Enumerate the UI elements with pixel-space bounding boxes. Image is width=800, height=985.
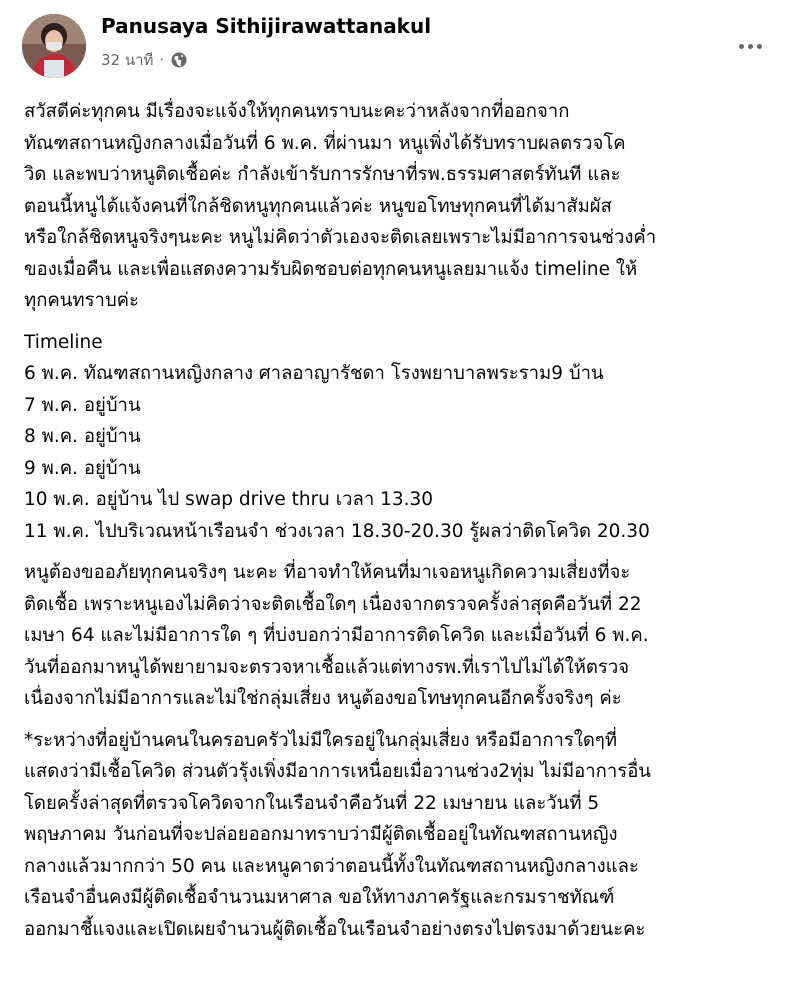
post-text-line: หนูต้องขออภัยทุกคนจริงๆ นะคะ ที่อาจทำให้คนที่มาเจอหนูเกิดความเสี่ยงที่จะ [24,562,631,583]
post-text-line: แสดงว่ามีเชื้อโควิด ส่วนตัวรุ้งเพิ่งมีอาการเหนื่อยเมื่อวานช่วง2ทุ่ม ไม่มีอาการอื่น [24,761,651,782]
post-text-line: เมษา 64 และไม่มีอาการใด ๆ ที่บ่งบอกว่ามีอาการติดโควิด และเมื่อวันที่ 6 พ.ค. [24,625,649,646]
post-paragraph [24,557,784,715]
post-paragraph [24,96,784,317]
post-text-line: 11 พ.ค. ไปบริเวณหน้าเรือนจำ ช่วงเวลา 18.30-20.30 รู้ผลว่าติดโควิด 20.30 [24,520,650,542]
post-text-line: วิด และพบว่าหนูติดเชื้อค่ะ กำลังเข้ารับการรักษาที่รพ.ธรรมศาสตร์ทันที และ [24,164,621,185]
post-text-line: พฤษภาคม วันก่อนที่จะปล่อยออกมาทราบว่ามีผู้ติดเชื้ออยู่ในทัณฑสถานหญิง [24,824,618,845]
post-text-line: 9 พ.ค. อยู่บ้าน [24,457,141,479]
post-text-line: ทุกคนทราบค่ะ [24,290,139,311]
post-text-line: ตอนนี้หนูได้แจ้งคนที่ใกล้ชิดหนูทุกคนแล้วค่ะ หนูขอโทษทุกคนที่ได้มาสัมผัส [24,195,612,217]
post-text-line: Timeline [24,331,103,353]
post-text-line: วันที่ออกมาหนูได้พยายามจะตรวจหาเชื้อแล้วแต่ทางรพ.ที่เราไปไม่ได้ให้ตรวจ [24,656,630,678]
post-text-line: หรือใกล้ชิดหนูจริงๆนะคะ หนูไม่คิดว่าตัวเองจะติดเลยเพราะไม่มีอาการจนช่วงค่ำ [24,227,657,248]
meta-separator: · [159,51,165,69]
post-text-line: 7 พ.ค. อยู่บ้าน [24,394,141,416]
post-text-line: ติดเชื้อ เพราะหนูเองไม่คิดว่าจะติดเชื้อใดๆ เนื่องจากตรวจครั้งล่าสุดคือวันที่ 22 [24,593,642,615]
post-text-line: ทัณฑสถานหญิงกลางเมื่อวันที่ 6 พ.ค. ที่ผ่านมา หนูเพิ่งได้รับทราบผลตรวจโค [24,132,626,154]
post-text-line: เรือนจำอื่นคงมีผู้ติดเชื้อจำนวนมหาศาล ขอให้ทางภาครัฐและกรมราชทัณฑ์ [24,887,615,908]
post-text-line: สวัสดีค่ะทุกคน มีเรื่องจะแจ้งให้ทุกคนทราบนะคะว่าหลังจากที่ออกจาก [24,101,570,122]
post-paragraph [24,725,784,946]
post-text-line: 6 พ.ค. ทัณฑสถานหญิงกลาง ศาลอาญารัชดา โรงพยาบาลพระราม9 บ้าน [24,363,604,384]
avatar[interactable] [22,14,86,78]
post-meta [101,48,188,72]
post-text-line: โดยครั้งล่าสุดที่ตรวจโควิดจากในเรือนจำคือวันที่ 22 เมษายน และวันที่ 5 [24,792,600,814]
post-text-line: เนื่องจากไม่มีอาการและไม่ใช่กลุ่มเสี่ยง หนูต้องขอโทษทุกคนอีกครั้งจริงๆ ค่ะ [24,688,622,709]
post-text-line: 8 พ.ค. อยู่บ้าน [24,426,141,447]
post-text-line: ออกมาชี้แจงและเปิดเผยจำนวนผู้ติดเชื้อในเรือนจำอย่างตรงไปตรงมาด้วยนะคะ [24,918,646,940]
post-body [24,96,784,955]
globe-icon[interactable] [170,51,188,69]
post-text-line: *ระหว่างที่อยู่บ้านคนในครอบครัวไม่มีใครอยู่ในกลุ่มเสี่ยง หรือมีอาการใดๆที่ [24,729,618,751]
post-header [0,0,800,96]
post-text-line: ของเมื่อคืน และเพื่อแสดงความรับผิดชอบต่อทุกคนหนูเลยมาแจ้ง timeline ให้ [24,258,638,280]
avatar-image [22,14,86,78]
post-paragraph [24,327,784,548]
post-text-line: 10 พ.ค. อยู่บ้าน ไป swap drive thru เวลา 13.30 [24,489,434,510]
post-time[interactable]: 32 นาที [101,51,154,69]
author-name[interactable]: Panusaya Sithijirawattanakul [101,14,432,38]
more-options-icon[interactable] [730,26,770,66]
post-text-line: กลางแล้วมากกว่า 50 คน และหนูคาดว่าตอนนี้ทั้งในทัณฑสถานหญิงกลางและ [24,855,639,877]
